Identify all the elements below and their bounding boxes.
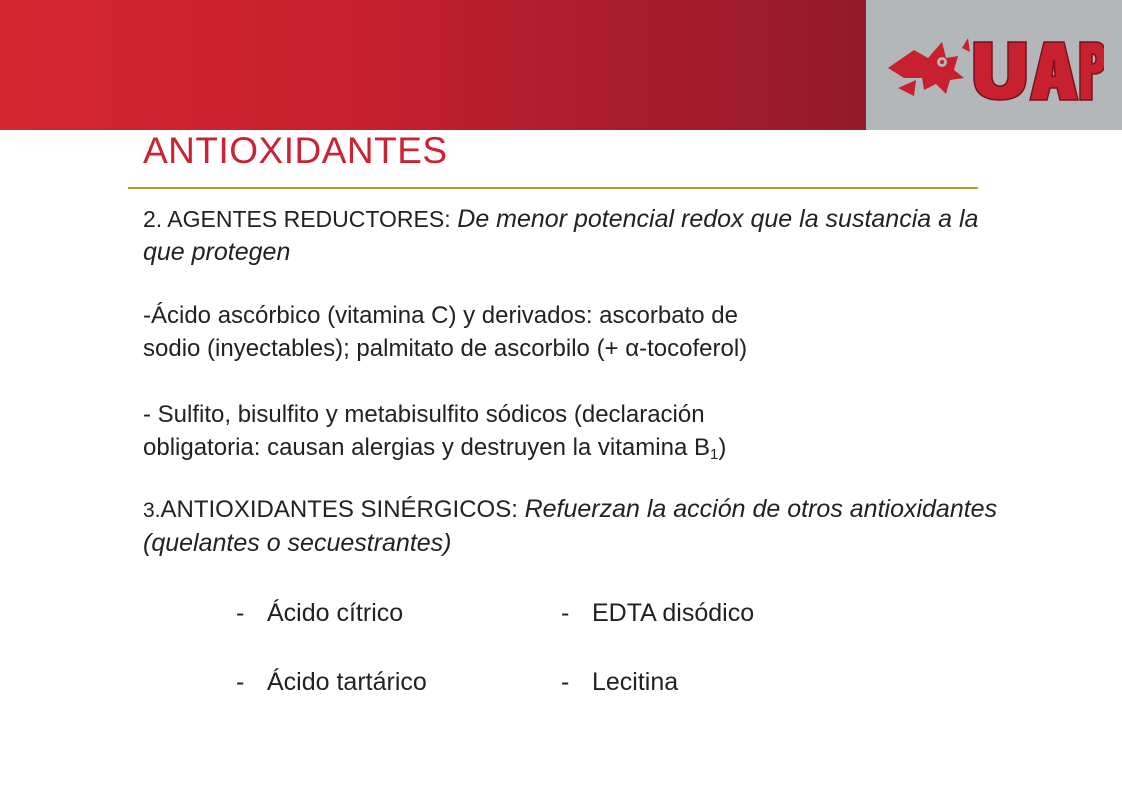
- header-band: [0, 0, 866, 130]
- list-item: [561, 597, 754, 630]
- reductores-label: 2. AGENTES REDUCTORES:: [143, 206, 451, 232]
- sinergicos-label: ANTIOXIDANTES SINÉRGICOS:: [160, 496, 518, 523]
- slide-title: ANTIOXIDANTES: [143, 130, 448, 171]
- list-text: Ácido tartárico: [267, 668, 427, 696]
- list-dash: -: [236, 668, 245, 696]
- ascorbico-line-1: -Ácido ascórbico (vitamina C) y derivados: ascorbato de: [143, 302, 738, 329]
- list-dash: -: [561, 599, 570, 627]
- logo-area: [866, 0, 1122, 130]
- list-dash: -: [236, 599, 245, 627]
- sulfito-line-2: obligatoria: causan alergias y destruyen la vitamina B: [143, 434, 710, 461]
- title-divider: [128, 187, 978, 189]
- sinergicos-number: 3.: [143, 499, 161, 522]
- list-text: Lecitina: [592, 668, 679, 696]
- sulfito-close: ): [718, 434, 727, 461]
- bird-emblem-icon: [888, 38, 970, 96]
- sinergicos-paragraph: [143, 493, 1023, 560]
- uap-logo: [884, 28, 1104, 108]
- list-item: [236, 666, 427, 699]
- reductores-description: De menor potencial redox que la sustancia a la que protegen: [143, 205, 979, 266]
- list-item: [236, 597, 403, 630]
- list-item: [561, 666, 678, 699]
- list-text: Ácido cítrico: [267, 599, 404, 627]
- sulfito-line-2-wrap: [143, 431, 1023, 464]
- sulfito-paragraph: [143, 398, 1023, 464]
- sulfito-line-1: - Sulfito, bisulfito y metabisulfito sódicos (declaración: [143, 401, 705, 428]
- svg-text:UAP: UAP: [1040, 106, 1043, 107]
- sinergicos-description: Refuerzan la acción de otros antioxidantes (quelantes o secuestrantes): [143, 495, 998, 557]
- ascorbico-line-2: sodio (inyectables); palmitato de ascorbilo (+ α-tocoferol): [143, 335, 748, 362]
- vitamin-subscript: 1: [709, 446, 719, 463]
- list-dash: -: [561, 668, 570, 696]
- reductores-paragraph: [143, 203, 1023, 269]
- list-text: EDTA disódico: [592, 599, 755, 627]
- ascorbico-paragraph: [143, 299, 1023, 365]
